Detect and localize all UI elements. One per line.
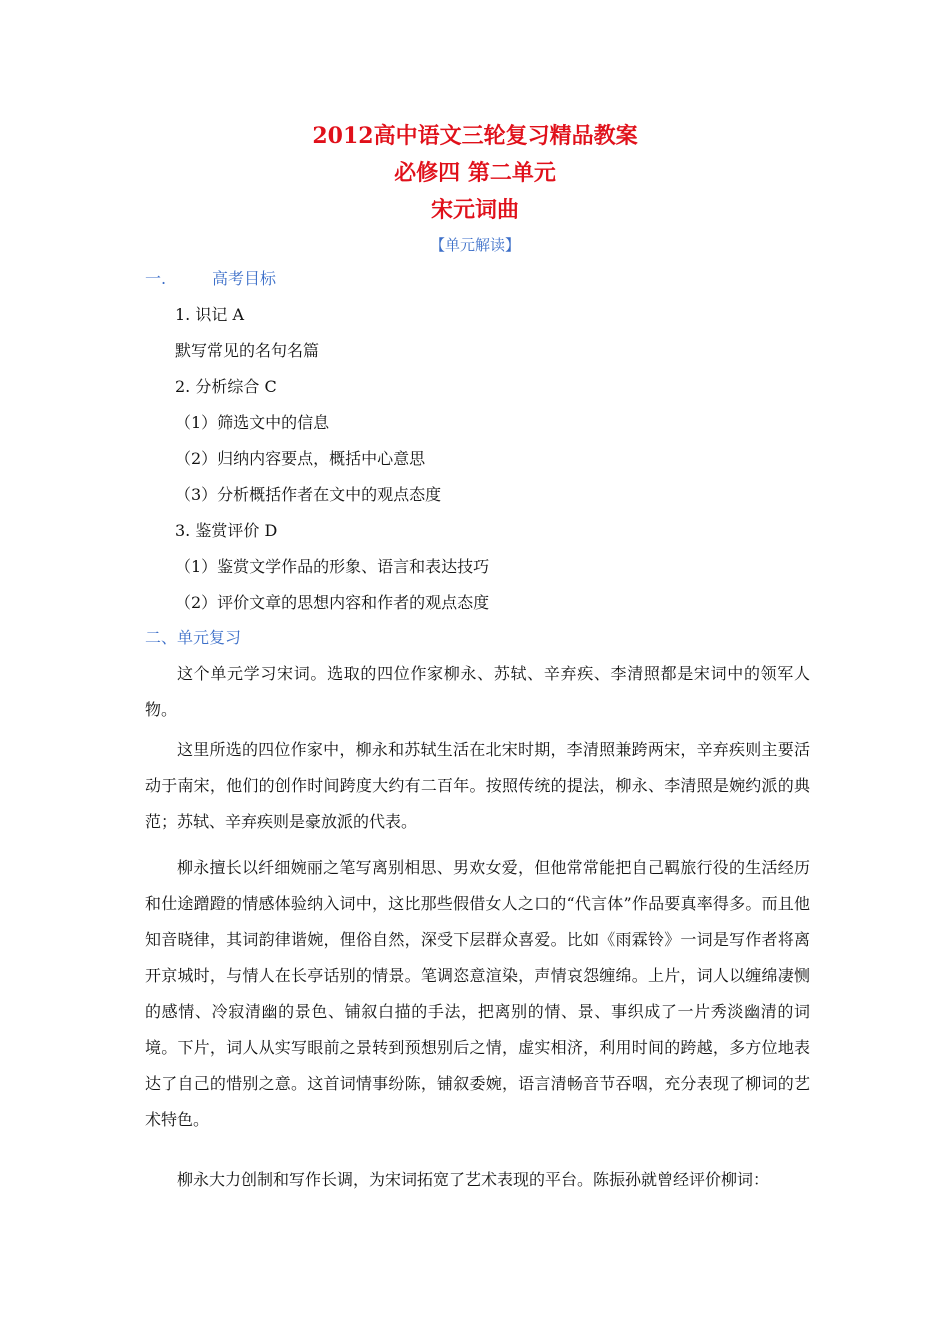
list-item: （2）评价文章的思想内容和作者的观点态度 [175, 593, 490, 612]
list-item: 2. 分析综合 C [175, 377, 277, 396]
list-item: 3. 鉴赏评价 D [175, 521, 278, 540]
document-title: 2012高中语文三轮复习精品教案 [312, 123, 638, 149]
unit-label: 【单元解读】 [429, 236, 520, 254]
paragraph: 柳永擅长以纤细婉丽之笔写离别相思、男欢女爱，但他常常能把自己羁旅行役的生活经历和仕途蹭蹬的情感体验纳入词中，这比那些假借女人之口的“代言体”作品要真率得多。而且他知音晓律，其词韵律谐婉，俚俗自然，深受下层群众喜爱。比如《雨霖铃》一词是写作者将离开京城时，与情人在长亭话别的情景。笔调恣意渲染，声情哀怨缠绵。上片，词人以缠绵凄恻的感情、冷寂清幽的景色、铺叙白描的手法，把离别的情、景、事织成了一片秀淡幽清的词境。下片，词人从实写眼前之景转到预想别后之情，虚实相济，利用时间的跨越，多方位地表达了自己的惜别之意。这首词情事纷陈，铺叙委婉，语言清畅音节吞咽，充分表现了柳词的艺术特色。 [145, 858, 810, 1129]
section2-title: 二、单元复习 [145, 628, 242, 647]
list-item: 1. 识记 A [175, 305, 244, 324]
paragraph: 这个单元学习宋词。选取的四位作家柳永、苏轼、辛弃疾、李清照都是宋词中的领军人物。 [145, 664, 810, 719]
paragraph: 这里所选的四位作家中，柳永和苏轼生活在北宋时期，李清照兼跨两宋，辛弃疾则主要活动于南宋，他们的创作时间跨度大约有二百年。按照传统的提法，柳永、李清照是婉约派的典范；苏轼、辛弃疾则是豪放派的代表。 [145, 740, 810, 831]
section1-title: 高考目标 [212, 269, 277, 288]
list-item: （2）归纳内容要点，概括中心意思 [175, 449, 426, 468]
list-item: （3）分析概括作者在文中的观点态度 [175, 485, 442, 504]
list-item: （1）筛选文中的信息 [175, 413, 330, 432]
section1-number: 一. [145, 269, 167, 288]
document-subtitle: 必修四 第二单元 [394, 160, 556, 186]
document-topic: 宋元词曲 [430, 197, 519, 223]
paragraph: 柳永大力创制和写作长调，为宋词拓宽了艺术表现的平台。陈振孙就曾经评价柳词： [177, 1170, 770, 1189]
list-item: 默写常见的名句名篇 [175, 341, 320, 360]
list-item: （1）鉴赏文学作品的形象、语言和表达技巧 [175, 557, 490, 576]
